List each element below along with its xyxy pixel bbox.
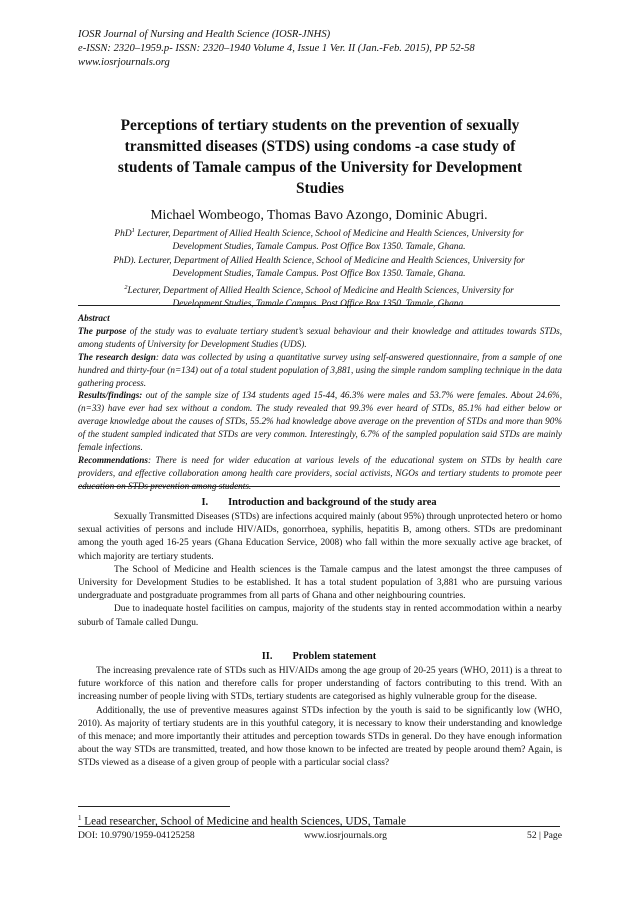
abstract-heading: Abstract <box>78 313 110 323</box>
affiliation-prefix: PhD <box>114 229 132 240</box>
footnote-rule <box>78 806 230 807</box>
affiliation-mark: 2 <box>124 283 128 291</box>
paragraph: Due to inadequate hostel facilities on campus, majority of the students stay in rented accommodation within a nearby suburb of Tamale called Dungu. <box>78 604 562 628</box>
footer-site: www.iosrjournals.org <box>304 830 387 841</box>
abstract <box>78 312 562 493</box>
section-title: Problem statement <box>292 651 377 662</box>
affiliations <box>78 224 560 311</box>
section-heading-1 <box>78 496 560 510</box>
paper-title <box>80 115 560 199</box>
paragraph: The increasing prevalence rate of STDs such as HIV/AIDs among the age group of 20-25 years (WHO, 2011) is a threat to future workforce of this nation and therefore calls for proper understanding of factors contributing to this trend. With an increasing number of people living with STDs, tertiary students are categorised as highly vulnerable group for the disease. <box>78 666 562 703</box>
section-number: I. <box>201 497 209 508</box>
affiliation-text: Lecturer, Department of Allied Health Science, School of Medicine and Health Sciences, University for <box>127 286 514 297</box>
abstract-design <box>78 351 562 390</box>
title-line: transmitted diseases (STDS) using condoms -a case study of <box>124 138 516 155</box>
abstract-text: : data was collected by using a quantitative survey using self-answered questionnaire, from a sample of one hundred and thirty-four (n=134) out of a total student population of 3,881, using the simple random sampling technique in the data gathering process. <box>78 351 562 388</box>
section-2-body <box>78 665 562 771</box>
abstract-text: : There is need for wider education at various levels of the educational system on STDs by health care providers, and effective collaboration among health care providers, social activists, NGOs and tertiary students to promote peer education on STDs prevention among students. <box>78 454 562 491</box>
abstract-top-rule <box>78 305 560 306</box>
section-1-body <box>78 511 562 630</box>
paragraph: The School of Medicine and Health sciences is the Tamale campus and the latest amongst the three campuses of University for Development Studies to be established. It has a total student population of 3,881 who are pursuing various undergraduate and postgraduate programmes from all parts of Ghana and other neighbouring countries. <box>78 564 562 602</box>
affiliation-2: PhD). Lecturer, Department of Allied Health Science, School of Medicine and Health Sciences, University for <box>113 255 525 266</box>
paragraph: Sexually Transmitted Diseases (STDs) are infections acquired mainly (about 95%) through unprotected hetero or homo sexual activities of persons and include HIV/AIDs, gonorrhoea, syphilis, hepatitis B, among others. STDs are predominant among the youth aged 16-25 years (Ghana Education Service, 2008) who fall within the more sexually active age bracket, of which majority are tertiary students. <box>78 512 562 562</box>
abstract-results <box>78 389 562 454</box>
journal-name: IOSR Journal of Nursing and Health Science (IOSR-JNHS) <box>78 29 331 40</box>
abstract-label: Results/findings: <box>78 390 143 401</box>
footer-rule <box>78 826 560 827</box>
section-title: Introduction and background of the study area <box>228 497 437 508</box>
abstract-label: Recommendations <box>78 454 148 465</box>
affiliation-1 <box>78 224 560 241</box>
abstract-label: The research design <box>78 351 156 362</box>
title-line: Perceptions of tertiary students on the prevention of sexually <box>120 117 520 134</box>
abstract-label: The purpose <box>78 325 127 336</box>
author-list: Michael Wombeogo, Thomas Bavo Azongo, Dominic Abugri. <box>150 207 488 222</box>
footer-page-number: 52 | Page <box>527 830 562 841</box>
affiliation-1-cont: Development Studies, Tamale Campus. Post Office Box 1350. Tamale, Ghana. <box>172 242 466 253</box>
title-line: students of Tamale campus of the University for Development <box>117 159 523 176</box>
footer-doi: DOI: 10.9790/1959-04125258 <box>78 830 195 841</box>
affiliation-3-cont: Development Studies, Tamale Campus. Post Office Box 1350. Tamale, Ghana. <box>172 299 466 310</box>
journal-url: www.iosrjournals.org <box>78 57 170 68</box>
affiliation-text: Lecturer, Department of Allied Health Science, School of Medicine and Health Sciences, University for <box>134 229 524 240</box>
affiliation-mark: 1 <box>131 227 135 234</box>
abstract-bottom-rule <box>78 486 560 487</box>
affiliation-3 <box>78 281 560 298</box>
affiliation-2-cont: Development Studies, Tamale Campus. Post Office Box 1350. Tamale, Ghana. <box>172 268 466 279</box>
section-number: II. <box>261 651 273 662</box>
abstract-purpose <box>78 325 562 351</box>
paragraph: Additionally, the use of preventive measures against STDs infection by the youth is said to be significantly low (WHO, 2010). As majority of tertiary students are in this youthful category, it is necessary to know their understanding and knowledge of this menace; and more importantly their attitudes and perception towards STDs in general. Do they have enough information about the way STDs are transmitted, treated, and how those known to be infected are treated by people around them? Again, is STDs viewed as a disease of a given group of people with a particular social class? <box>78 705 562 769</box>
section-heading-2 <box>78 650 560 664</box>
abstract-text: out of the sample size of 134 students aged 15-44, 46.3% were males and 53.7% were females. About 24.6%, (n=33) have ever had sex without a condom. The study revealed that 99.3% ever heard of STDs, 85.1% had either below or average knowledge about the causes of STDs, 55.2% had knowledge above average on the prevention of STDs and more than 90% of the student sampled indicated that STDs are very common. Interestingly, 6.7% of the sampled population said STDs are mainly female infections. <box>78 390 562 453</box>
abstract-text: of the study was to evaluate tertiary student’s sexual behaviour and their knowledge and attitudes towards STDs, among students of University for Development Studies (UDS). <box>78 325 563 349</box>
footnote-mark: 1 <box>78 814 82 822</box>
title-line: Studies <box>296 180 344 197</box>
journal-issn: e-ISSN: 2320–1959.p- ISSN: 2320–1940 Volume 4, Issue 1 Ver. II (Jan.-Feb. 2015), PP 52-58 <box>78 43 475 54</box>
journal-header <box>78 28 568 70</box>
footnote-text: Lead researcher, School of Medicine and health Sciences, UDS, Tamale <box>81 815 406 828</box>
